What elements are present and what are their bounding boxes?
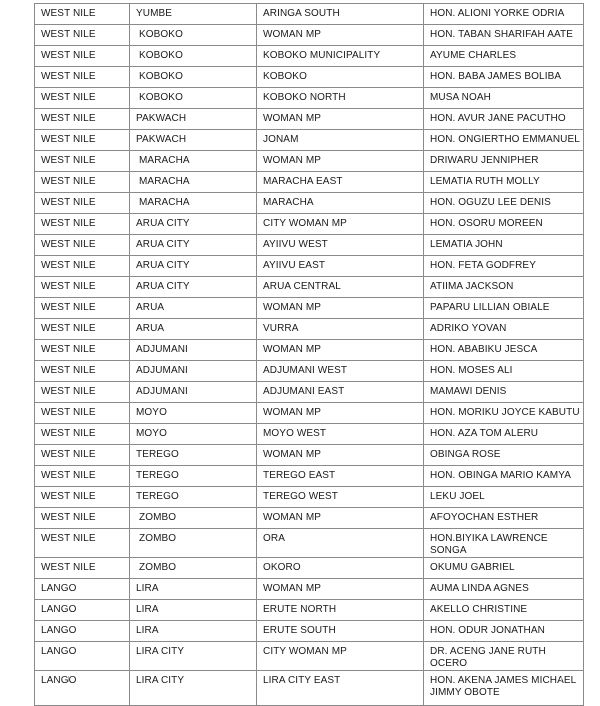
- candidate-cell: AUMA LINDA AGNES: [424, 579, 584, 600]
- constituency-cell: ARINGA SOUTH: [257, 4, 424, 25]
- district-cell: ARUA CITY: [130, 256, 257, 277]
- candidate-cell: AYUME CHARLES: [424, 46, 584, 67]
- table-row: [35, 508, 584, 529]
- district-cell: ADJUMANI: [130, 361, 257, 382]
- district-cell: ADJUMANI: [130, 340, 257, 361]
- table-row: [35, 600, 584, 621]
- sub-region-cell: WEST NILE: [35, 214, 130, 235]
- table-row: [35, 319, 584, 340]
- candidate-cell: HON. AZA TOM ALERU: [424, 424, 584, 445]
- constituency-cell: VURRA: [257, 319, 424, 340]
- district-cell: LIRA: [130, 600, 257, 621]
- candidate-cell: LEKU JOEL: [424, 487, 584, 508]
- constituency-cell: WOMAN MP: [257, 109, 424, 130]
- candidate-cell: ADRIKO YOVAN: [424, 319, 584, 340]
- table-row: [35, 193, 584, 214]
- candidate-cell: AFOYOCHAN ESTHER: [424, 508, 584, 529]
- table-row: [35, 67, 584, 88]
- district-cell: MARACHA: [130, 172, 257, 193]
- table-row: [35, 579, 584, 600]
- constituency-cell: KOBOKO MUNICIPALITY: [257, 46, 424, 67]
- candidate-cell: AKELLO CHRISTINE: [424, 600, 584, 621]
- sub-region-cell: WEST NILE: [35, 382, 130, 403]
- district-cell: KOBOKO: [130, 25, 257, 46]
- sub-region-cell: WEST NILE: [35, 466, 130, 487]
- table-row: [35, 361, 584, 382]
- constituency-cell: OKORO: [257, 558, 424, 579]
- constituency-cell: ORA: [257, 529, 424, 558]
- table-row: [35, 340, 584, 361]
- candidate-cell: PAPARU LILLIAN OBIALE: [424, 298, 584, 319]
- district-cell: TEREGO: [130, 487, 257, 508]
- candidate-cell: HON. OBINGA MARIO KAMYA: [424, 466, 584, 487]
- sub-region-cell: LANGO: [35, 579, 130, 600]
- sub-region-cell: WEST NILE: [35, 130, 130, 151]
- constituency-cell: LIRA CITY EAST: [257, 671, 424, 706]
- constituency-cell: WOMAN MP: [257, 151, 424, 172]
- table-row: [35, 487, 584, 508]
- constituency-cell: CITY WOMAN MP: [257, 214, 424, 235]
- constituency-cell: WOMAN MP: [257, 445, 424, 466]
- table-row: [35, 621, 584, 642]
- sub-region-cell: WEST NILE: [35, 403, 130, 424]
- sub-region-cell: WEST NILE: [35, 487, 130, 508]
- sub-region-cell: LANGO: [35, 671, 130, 706]
- constituency-cell: ERUTE NORTH: [257, 600, 424, 621]
- district-cell: YUMBE: [130, 4, 257, 25]
- sub-region-cell: WEST NILE: [35, 88, 130, 109]
- sub-region-cell: WEST NILE: [35, 256, 130, 277]
- table-row: [35, 466, 584, 487]
- constituency-cell: WOMAN MP: [257, 25, 424, 46]
- sub-region-cell: WEST NILE: [35, 508, 130, 529]
- district-cell: ZOMBO: [130, 558, 257, 579]
- candidate-cell: HON. ODUR JONATHAN: [424, 621, 584, 642]
- candidate-cell: MUSA NOAH: [424, 88, 584, 109]
- sub-region-cell: WEST NILE: [35, 67, 130, 88]
- district-cell: ADJUMANI: [130, 382, 257, 403]
- district-cell: ARUA CITY: [130, 214, 257, 235]
- candidate-cell: MAMAWI DENIS: [424, 382, 584, 403]
- district-cell: ARUA CITY: [130, 277, 257, 298]
- constituency-cell: AYIIVU WEST: [257, 235, 424, 256]
- district-cell: PAKWACH: [130, 109, 257, 130]
- district-cell: ARUA: [130, 298, 257, 319]
- district-cell: TEREGO: [130, 445, 257, 466]
- table-row: [35, 4, 584, 25]
- district-cell: LIRA: [130, 621, 257, 642]
- candidate-cell: HON. ABABIKU JESCA: [424, 340, 584, 361]
- table-row: [35, 151, 584, 172]
- constituency-cell: MARACHA EAST: [257, 172, 424, 193]
- page-edge-mark-right: [561, 676, 562, 682]
- sub-region-cell: WEST NILE: [35, 277, 130, 298]
- candidate-cell: HON. AVUR JANE PACUTHO: [424, 109, 584, 130]
- table-row: [35, 424, 584, 445]
- district-cell: ZOMBO: [130, 529, 257, 558]
- constituency-cell: AYIIVU EAST: [257, 256, 424, 277]
- candidate-cell: DR. ACENG JANE RUTH OCERO: [424, 642, 584, 671]
- constituency-cell: WOMAN MP: [257, 298, 424, 319]
- sub-region-cell: WEST NILE: [35, 529, 130, 558]
- candidate-cell: HON. MOSES ALI: [424, 361, 584, 382]
- sub-region-cell: WEST NILE: [35, 558, 130, 579]
- table-row: [35, 109, 584, 130]
- table-row: [35, 25, 584, 46]
- table-row: [35, 277, 584, 298]
- district-cell: LIRA: [130, 579, 257, 600]
- constituency-cell: KOBOKO NORTH: [257, 88, 424, 109]
- page-edge-mark-left: [68, 676, 69, 682]
- candidate-cell: HON. ONGIERTHO EMMANUEL: [424, 130, 584, 151]
- candidates-table-body: [35, 4, 584, 706]
- table-row: [35, 130, 584, 151]
- table-row: [35, 298, 584, 319]
- district-cell: ARUA CITY: [130, 235, 257, 256]
- sub-region-cell: WEST NILE: [35, 4, 130, 25]
- constituency-cell: TEREGO EAST: [257, 466, 424, 487]
- sub-region-cell: WEST NILE: [35, 109, 130, 130]
- candidate-cell: HON. FETA GODFREY: [424, 256, 584, 277]
- district-cell: TEREGO: [130, 466, 257, 487]
- candidates-table: [34, 3, 584, 706]
- district-cell: KOBOKO: [130, 67, 257, 88]
- table-row: [35, 46, 584, 67]
- constituency-cell: WOMAN MP: [257, 508, 424, 529]
- table-row: [35, 403, 584, 424]
- candidate-cell: HON. MORIKU JOYCE KABUTU: [424, 403, 584, 424]
- district-cell: KOBOKO: [130, 88, 257, 109]
- table-row: [35, 445, 584, 466]
- district-cell: PAKWACH: [130, 130, 257, 151]
- constituency-cell: WOMAN MP: [257, 340, 424, 361]
- candidate-cell: OKUMU GABRIEL: [424, 558, 584, 579]
- table-row: [35, 529, 584, 558]
- sub-region-cell: LANGO: [35, 600, 130, 621]
- candidate-cell: HON. BABA JAMES BOLIBA: [424, 67, 584, 88]
- sub-region-cell: WEST NILE: [35, 361, 130, 382]
- district-cell: MARACHA: [130, 193, 257, 214]
- table-row: [35, 642, 584, 671]
- constituency-cell: WOMAN MP: [257, 403, 424, 424]
- table-row: [35, 172, 584, 193]
- candidate-cell: HON. AKENA JAMES MICHAEL JIMMY OBOTE: [424, 671, 584, 706]
- sub-region-cell: WEST NILE: [35, 193, 130, 214]
- table-row: [35, 88, 584, 109]
- sub-region-cell: LANGO: [35, 642, 130, 671]
- sub-region-cell: WEST NILE: [35, 424, 130, 445]
- candidate-cell: DRIWARU JENNIPHER: [424, 151, 584, 172]
- table-row: [35, 256, 584, 277]
- constituency-cell: WOMAN MP: [257, 579, 424, 600]
- candidate-cell: OBINGA ROSE: [424, 445, 584, 466]
- constituency-cell: ADJUMANI WEST: [257, 361, 424, 382]
- sub-region-cell: WEST NILE: [35, 46, 130, 67]
- candidate-cell: HON. OGUZU LEE DENIS: [424, 193, 584, 214]
- district-cell: ARUA: [130, 319, 257, 340]
- sub-region-cell: WEST NILE: [35, 172, 130, 193]
- candidate-cell: HON. OSORU MOREEN: [424, 214, 584, 235]
- sub-region-cell: WEST NILE: [35, 298, 130, 319]
- district-cell: KOBOKO: [130, 46, 257, 67]
- district-cell: MOYO: [130, 403, 257, 424]
- constituency-cell: KOBOKO: [257, 67, 424, 88]
- district-cell: MOYO: [130, 424, 257, 445]
- sub-region-cell: WEST NILE: [35, 445, 130, 466]
- candidate-cell: LEMATIA RUTH MOLLY: [424, 172, 584, 193]
- table-row: [35, 671, 584, 706]
- constituency-cell: MOYO WEST: [257, 424, 424, 445]
- candidate-cell: HON.BIYIKA LAWRENCE SONGA: [424, 529, 584, 558]
- district-cell: LIRA CITY: [130, 671, 257, 706]
- constituency-cell: ARUA CENTRAL: [257, 277, 424, 298]
- sub-region-cell: WEST NILE: [35, 151, 130, 172]
- table-row: [35, 214, 584, 235]
- sub-region-cell: WEST NILE: [35, 25, 130, 46]
- candidate-cell: ATIIMA JACKSON: [424, 277, 584, 298]
- sub-region-cell: LANGO: [35, 621, 130, 642]
- constituency-cell: JONAM: [257, 130, 424, 151]
- constituency-cell: CITY WOMAN MP: [257, 642, 424, 671]
- sub-region-cell: WEST NILE: [35, 319, 130, 340]
- district-cell: LIRA CITY: [130, 642, 257, 671]
- table-row: [35, 235, 584, 256]
- district-cell: MARACHA: [130, 151, 257, 172]
- candidate-cell: HON. ALIONI YORKE ODRIA: [424, 4, 584, 25]
- constituency-cell: MARACHA: [257, 193, 424, 214]
- constituency-cell: ERUTE SOUTH: [257, 621, 424, 642]
- district-cell: ZOMBO: [130, 508, 257, 529]
- sub-region-cell: WEST NILE: [35, 340, 130, 361]
- candidate-cell: HON. TABAN SHARIFAH AATE: [424, 25, 584, 46]
- table-row: [35, 382, 584, 403]
- sub-region-cell: WEST NILE: [35, 235, 130, 256]
- constituency-cell: ADJUMANI EAST: [257, 382, 424, 403]
- table-row: [35, 558, 584, 579]
- constituency-cell: TEREGO WEST: [257, 487, 424, 508]
- candidate-cell: LEMATIA JOHN: [424, 235, 584, 256]
